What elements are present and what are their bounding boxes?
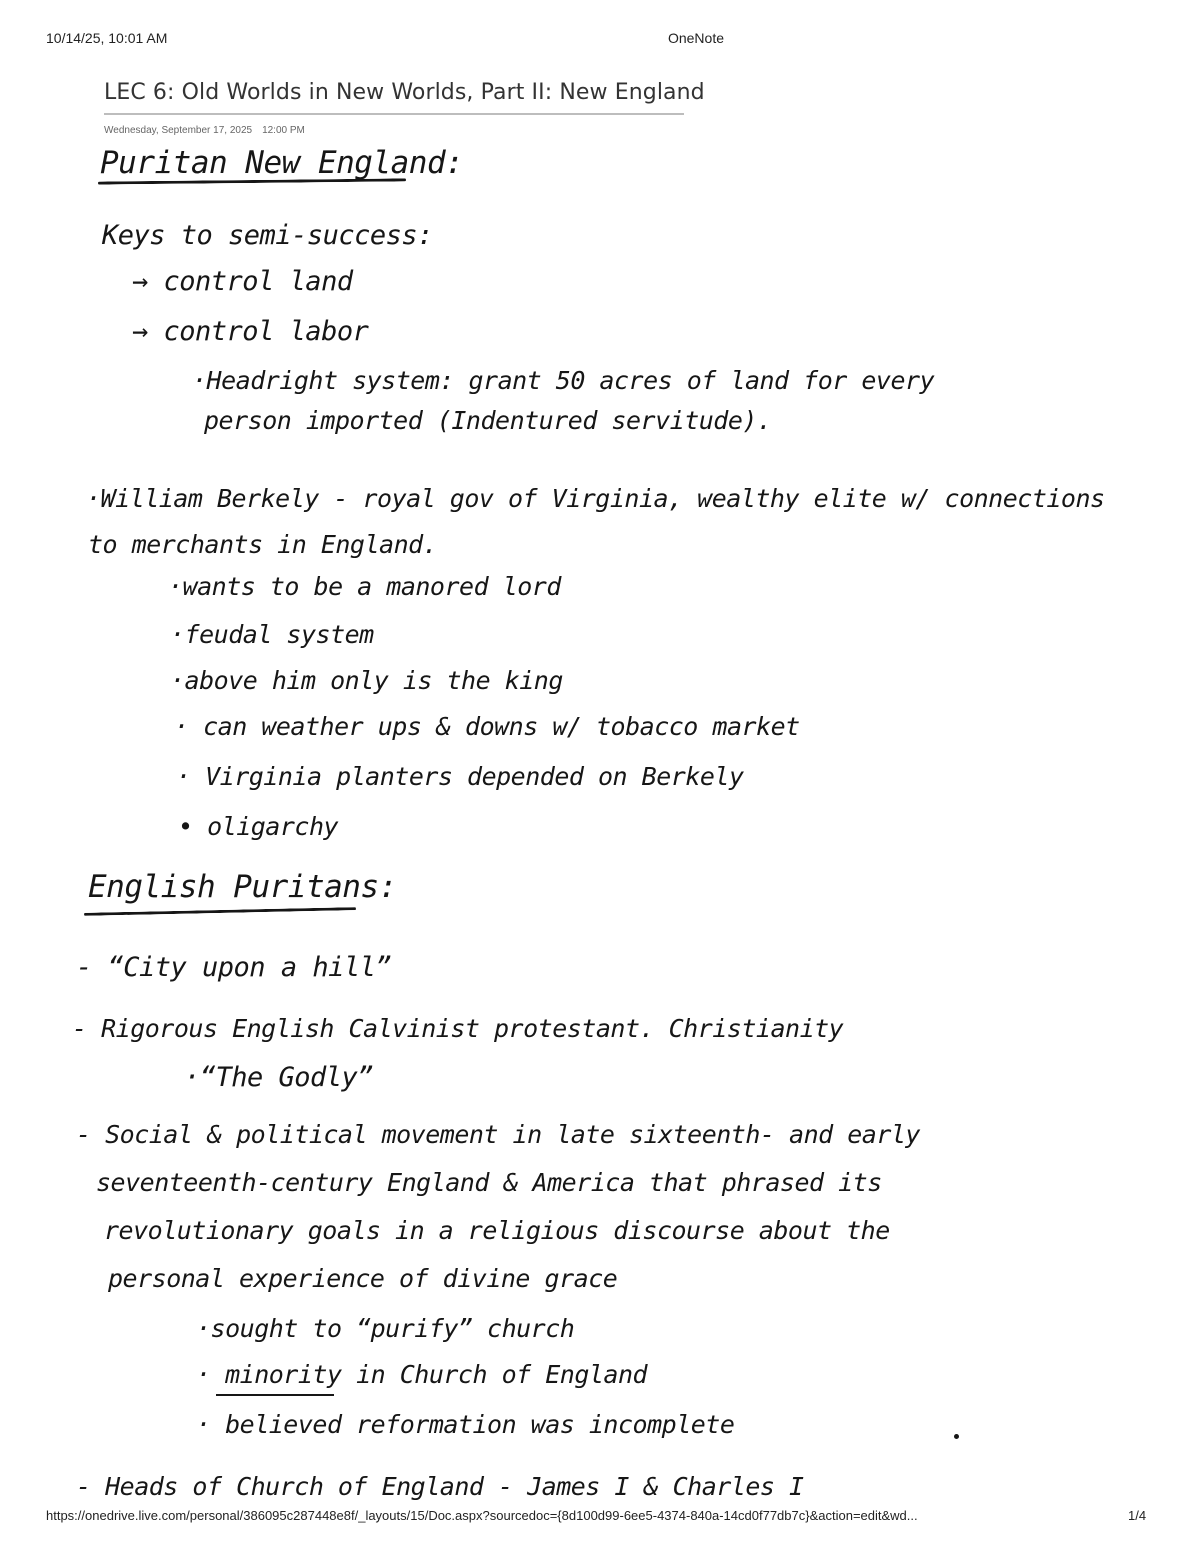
page-title: LEC 6: Old Worlds in New Worlds, Part II: New England [104,80,705,105]
note-headright-1: ·Headright system: grant 50 acres of land for every [192,366,935,395]
note-keys: Keys to semi-success: [102,220,433,251]
note-berkeley-planters: · Virginia planters depended on Berkely [176,762,744,791]
note-berkeley-1: ·William Berkely - royal gov of Virginia, wealthy elite w/ connections [86,484,1105,513]
note-social-2: seventeenth-century England & America that phrased its [96,1168,882,1197]
heading-english-puritans: English Puritans: [88,869,397,905]
page-time: 12:00 PM [262,125,305,136]
note-minority: · minority in Church of England [196,1360,648,1389]
note-purify: ·sought to “purify” church [196,1314,575,1343]
note-key-labor: → control labor [132,316,369,347]
print-url: https://onedrive.live.com/personal/386095c287448e8f/_layouts/15/Doc.aspx?sourcedoc={8d100d99-6ee5-4374-840a-14cd0f77db7c}&action=edit&wd... [46,1508,918,1523]
page-date [104,125,305,136]
note-berkeley-2: to merchants in England. [88,530,438,559]
note-headright-2: person imported (Indentured servitude). [204,406,772,435]
note-berkeley-feudal: ·feudal system [170,620,374,649]
minority-underline [216,1394,334,1396]
note-berkeley-lord: ·wants to be a manored lord [168,572,561,601]
note-the-godly: ·“The Godly” [184,1062,374,1093]
note-social-3: revolutionary goals in a religious discourse about the [104,1216,890,1245]
note-berkeley-oligarchy: • oligarchy [178,812,339,841]
note-social-1: - Social & political movement in late sixteenth- and early [76,1120,920,1149]
heading-puritan-new-england: Puritan New England: [100,145,464,181]
page-date-text: Wednesday, September 17, 2025 [104,125,253,136]
title-divider [104,113,684,115]
note-reformation: · believed reformation was incomplete [196,1410,735,1439]
note-berkeley-tobacco: · can weather ups & downs w/ tobacco market [174,712,800,741]
note-heads-of-church: - Heads of Church of England - James I & Charles I [76,1472,804,1501]
note-city-upon-hill: - “City upon a hill” [76,952,392,983]
note-calvinist: - Rigorous English Calvinist protestant. Christianity [72,1014,844,1043]
note-berkeley-king: ·above him only is the king [170,666,563,695]
note-key-land: → control land [132,266,353,297]
print-page-count: 1/4 [1128,1508,1147,1523]
stray-ink-dot [954,1434,959,1439]
print-footer [0,1508,1200,1528]
print-header [0,30,1200,50]
print-date: 10/14/25, 10:01 AM [46,30,168,46]
print-app-name: OneNote [667,30,725,46]
note-social-4: personal experience of divine grace [108,1264,618,1293]
heading-underline [84,907,356,916]
